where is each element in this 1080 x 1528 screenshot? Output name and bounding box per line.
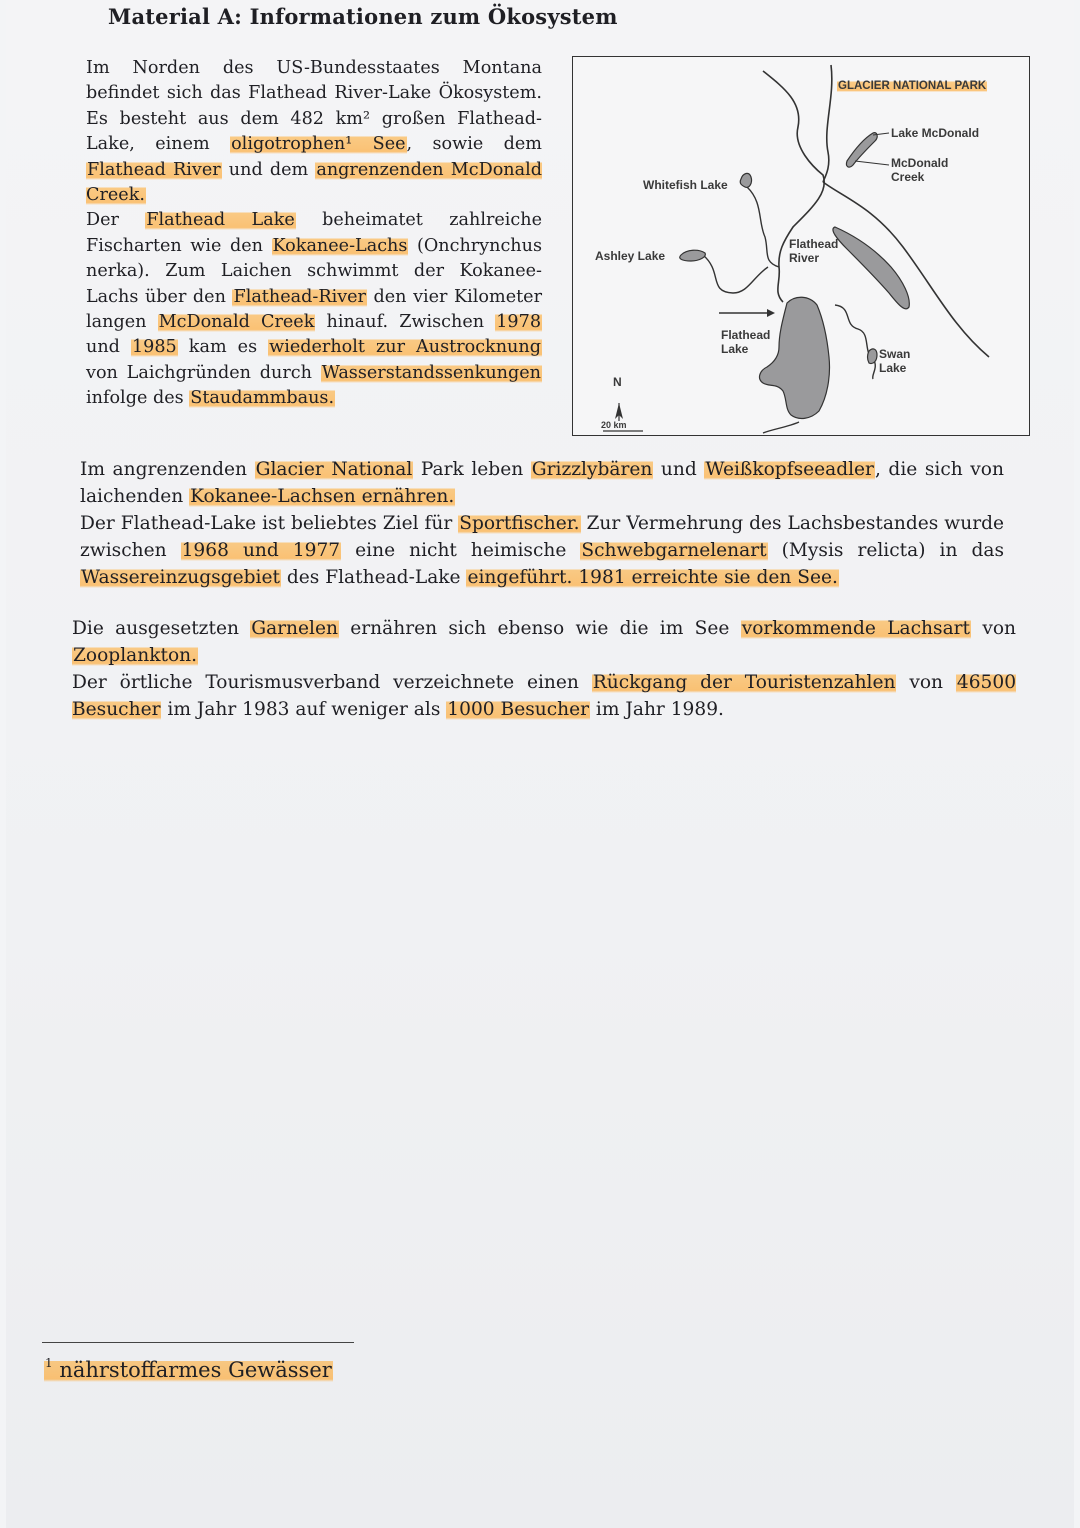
- text-run: (Onchrynchus nerka). Zum Laichen schwimmt der Kokanee-Lachs über den: [86, 235, 542, 307]
- main-text-block-2: [72, 615, 1016, 723]
- highlighted-text: Weißkopfseeadler: [705, 459, 874, 480]
- highlighted-text: Schwebgarnelenart: [581, 540, 767, 561]
- highlighted-text: Flathead Lake: [146, 210, 295, 231]
- intro-paragraph: [86, 56, 542, 208]
- whitefish-lake-shape: [740, 173, 751, 187]
- text-run: hinauf. Zwischen: [315, 312, 496, 333]
- highlighted-text: Staudammbaus.: [190, 388, 335, 409]
- intro-text-block: [86, 56, 542, 412]
- highlighted-text: Sportfischer.: [459, 513, 580, 534]
- highlighted-text: oligotrophen¹ See: [231, 134, 406, 155]
- ashley-outlet-line: [703, 255, 768, 293]
- highlighted-text: Kokanee-Lachsen ernähren.: [190, 486, 455, 507]
- map-label-whitefish-lake: Whitefish Lake: [643, 178, 728, 192]
- flathead-river-line: [763, 71, 824, 302]
- map-label-scale: 20 km: [601, 420, 627, 430]
- tourism-paragraph: [72, 669, 1016, 723]
- text-run: beheimatet zahlreiche Fischarten wie den: [86, 210, 542, 256]
- main-text-block-1: [80, 456, 1004, 591]
- map-label-north: N: [613, 375, 622, 389]
- highlighted-text: angrenzenden McDonald Creek.: [86, 159, 543, 206]
- text-run: Im angrenzenden: [80, 459, 255, 480]
- middle-fork-river-line: [823, 182, 989, 357]
- text-run: Der: [86, 210, 146, 231]
- highlighted-text: Kokanee-Lachs: [272, 235, 408, 256]
- footnote-marker: 1: [45, 1356, 53, 1370]
- highlighted-text: eingeführt. 1981 erreichte sie den See.: [467, 567, 838, 588]
- text-run: im Jahr 1983 auf weniger als: [161, 699, 447, 720]
- text-run: von: [971, 618, 1016, 639]
- highlighted-text: McDonald Creek: [158, 312, 315, 333]
- highlighted-text: Flathead River: [87, 159, 221, 180]
- highlighted-text: Grizzlybären: [531, 459, 653, 480]
- text-run: (Mysis relicta) in das: [767, 540, 1004, 561]
- map-label-flathead-lake: Flathead Lake: [721, 328, 771, 356]
- highlighted-text: Wassereinzugsgebiet: [81, 567, 280, 588]
- text-run: und: [86, 337, 131, 358]
- ecosystem-map: [572, 56, 1030, 436]
- ashley-lake-shape: [680, 250, 706, 261]
- footnote: [44, 1358, 333, 1382]
- highlighted-text: vorkommende Lachsart: [741, 618, 971, 639]
- text-run: Im Norden des US-Bundesstaates Montana befindet sich das Flathead River-Lake Ökosystem. Es besteht aus dem 482 km² großen Flathead-Lake, einem: [86, 58, 542, 155]
- text-run: Park leben: [413, 459, 531, 480]
- text-run: des Flathead-Lake: [280, 567, 467, 588]
- food-paragraph: [72, 615, 1016, 669]
- highlighted-text: 1985: [131, 337, 177, 358]
- map-label-glacier-park: GLACIER NATIONAL PARK: [838, 80, 987, 92]
- highlighted-text: wiederholt zur Austrocknung: [269, 337, 541, 358]
- text-run: infolge des: [86, 388, 190, 409]
- highlighted-text: 1978: [496, 312, 542, 333]
- highlighted-text: Zooplankton.: [73, 645, 198, 666]
- map-label-swan-lake: Swan Lake: [879, 347, 911, 375]
- text-run: ernähren sich ebenso wie die im See: [338, 618, 741, 639]
- swan-river-line: [835, 305, 875, 379]
- park-paragraph: [80, 456, 1004, 510]
- bottom-river-line: [763, 422, 799, 433]
- text-run: kam es: [177, 337, 269, 358]
- whitefish-outlet-line: [747, 187, 779, 267]
- text-run: und: [653, 459, 705, 480]
- footnote-divider: [42, 1342, 354, 1343]
- highlighted-text: Rückgang der Touristenzahlen: [592, 672, 896, 693]
- highlighted-text: 1000 Besucher: [447, 699, 589, 720]
- material-title: Material A: Informationen zum Ökosystem: [108, 4, 618, 29]
- highlighted-text: Flathead-River: [233, 286, 366, 307]
- text-run: , sowie dem: [406, 134, 542, 155]
- highlighted-text: Garnelen: [251, 618, 338, 639]
- north-fork-river-line: [823, 65, 832, 182]
- highlighted-text: 46500 Besucher: [72, 672, 1017, 720]
- highlighted-text: 1968 und 1977: [181, 540, 341, 561]
- text-run: Der Flathead-Lake ist beliebtes Ziel für: [80, 513, 459, 534]
- map-label-flathead-river: Flathead River: [789, 237, 839, 265]
- mcdonald-creek-leader: [855, 161, 889, 165]
- text-run: Der örtliche Tourismusverband verzeichnete einen: [72, 672, 592, 693]
- text-run: und dem: [221, 159, 316, 180]
- text-run: den vier Kilometer langen: [86, 286, 542, 333]
- highlighted-text: Glacier National: [255, 459, 413, 480]
- text-run: von Laichgründen durch: [86, 362, 321, 383]
- text-run: Die ausgesetzten: [72, 618, 251, 639]
- map-label-ashley-lake: Ashley Lake: [595, 249, 666, 263]
- shrimp-paragraph: [80, 510, 1004, 591]
- text-run: Zur Vermehrung des Lachsbestandes wurde zwischen: [80, 513, 1004, 561]
- species-paragraph: [86, 208, 542, 411]
- text-run: eine nicht heimische: [341, 540, 581, 561]
- text-run: von: [896, 672, 956, 693]
- map-label-lake-mcdonald: Lake McDonald: [891, 126, 980, 140]
- highlighted-text: Wasserstandssenkungen: [321, 362, 541, 383]
- text-run: , die sich von laichenden: [80, 459, 1004, 507]
- map-label-mcdonald-creek: McDonald Creek: [891, 156, 949, 184]
- footnote-text: nährstoffarmes Gewässer: [59, 1358, 332, 1382]
- swan-lake-shape: [868, 349, 878, 364]
- text-run: im Jahr 1989.: [590, 699, 724, 720]
